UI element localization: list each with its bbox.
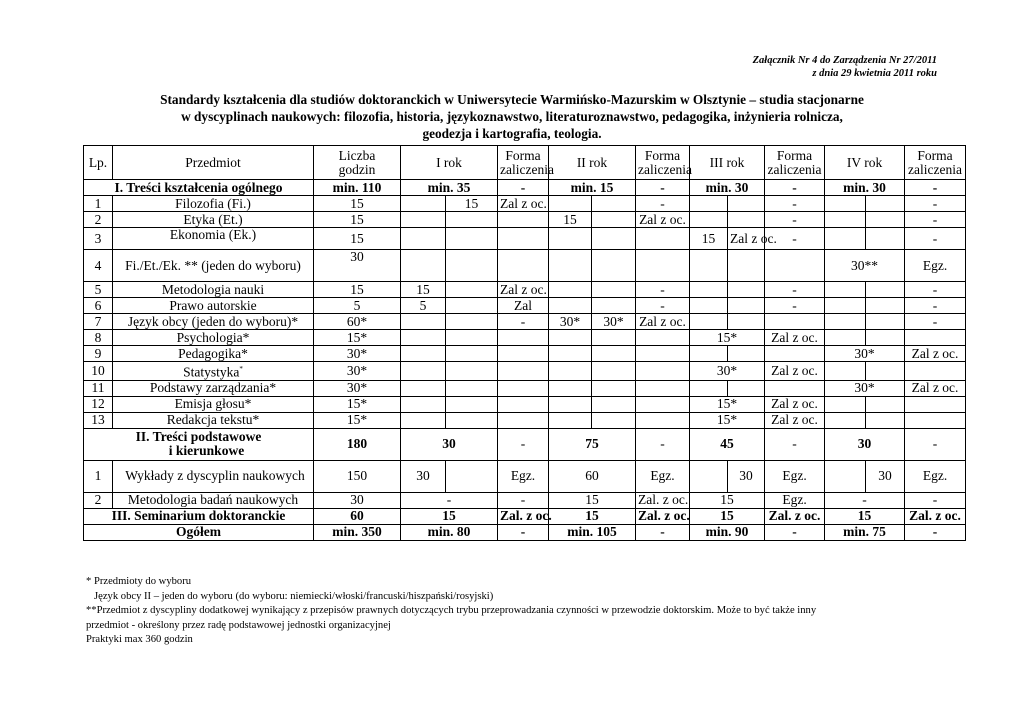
cell: Zal z oc. [636, 314, 690, 330]
header-subject: Przedmiot [113, 146, 314, 180]
cell: - [765, 428, 825, 460]
cell: 9 [84, 346, 113, 362]
cell [498, 250, 549, 282]
cell [825, 396, 866, 412]
cell: Egz. [498, 460, 549, 492]
cell: Metodologia badań naukowych [113, 492, 314, 508]
cell [728, 298, 765, 314]
cell: - [825, 492, 905, 508]
cell [866, 228, 905, 250]
table-row [84, 492, 966, 508]
cell: - [765, 282, 825, 298]
cell [401, 362, 446, 381]
cell: - [401, 492, 498, 508]
cell [549, 228, 592, 250]
table-row [84, 196, 966, 212]
cell: min. 15 [549, 180, 636, 196]
cell [549, 346, 592, 362]
cell: Zal z oc. [905, 380, 966, 396]
cell: min. 90 [690, 524, 765, 540]
cell [728, 212, 765, 228]
table-row [84, 212, 966, 228]
cell [636, 396, 690, 412]
table-row [84, 250, 966, 282]
footnote-4: przedmiot - określony przez radę podstawowej jednostki organizacyjnej [86, 619, 391, 631]
cell: 30* [549, 314, 592, 330]
cell: Filozofia (Fi.) [113, 196, 314, 212]
footnote-5: Praktyki max 360 godzin [86, 634, 193, 645]
cell: 30** [825, 250, 905, 282]
cell [825, 212, 866, 228]
cell [401, 346, 446, 362]
cell [592, 380, 636, 396]
cell [498, 412, 549, 428]
cell: Metodologia nauki [113, 282, 314, 298]
cell [825, 314, 866, 330]
cell: 30 [866, 460, 905, 492]
cell: - [636, 524, 690, 540]
cell: 7 [84, 314, 113, 330]
cell [765, 380, 825, 396]
cell: Zal. z oc. [765, 508, 825, 524]
cell: Psychologia* [113, 330, 314, 346]
cell: - [905, 428, 966, 460]
header-form-2: Forma zaliczenia [636, 146, 690, 180]
cell: - [498, 492, 549, 508]
cell: Zal z oc. [728, 228, 765, 250]
cell: Egz. [636, 460, 690, 492]
cell [549, 250, 592, 282]
cell: Zal. z oc. [636, 492, 690, 508]
cell: Zal. z oc. [636, 508, 690, 524]
cell [446, 362, 498, 381]
cell [636, 380, 690, 396]
cell: - [905, 228, 966, 250]
cell [825, 282, 866, 298]
cell [825, 228, 866, 250]
table-row [84, 298, 966, 314]
cell: - [905, 298, 966, 314]
cell: Zal. z oc. [498, 508, 549, 524]
cell [825, 460, 866, 492]
table-row [84, 346, 966, 362]
cell: - [636, 180, 690, 196]
cell [728, 196, 765, 212]
cell: 15 [825, 508, 905, 524]
section-2-title: II. Treści podstawowe i kierunkowe [84, 428, 314, 460]
cell [446, 314, 498, 330]
cell: 15 [401, 508, 498, 524]
header-year-3: III rok [690, 146, 765, 180]
cell [690, 380, 728, 396]
cell [498, 380, 549, 396]
cell: 10 [84, 362, 113, 381]
cell: - [636, 428, 690, 460]
cell: - [498, 180, 549, 196]
cell: Zal z oc. [765, 362, 825, 381]
cell [690, 250, 728, 282]
cell: 30* [592, 314, 636, 330]
cell: 13 [84, 412, 113, 428]
cell [765, 250, 825, 282]
header-form-1: Forma zaliczenia [498, 146, 549, 180]
cell: 15 [549, 508, 636, 524]
cell [728, 380, 765, 396]
cell [765, 346, 825, 362]
cell: min. 35 [401, 180, 498, 196]
header-year-1: I rok [401, 146, 498, 180]
cell: 75 [549, 428, 636, 460]
cell: 2 [84, 212, 113, 228]
curriculum-table [83, 145, 966, 541]
cell [446, 250, 498, 282]
cell [549, 396, 592, 412]
cell [592, 330, 636, 346]
header-hours: Liczba godzin [314, 146, 401, 180]
cell [549, 282, 592, 298]
cell [549, 412, 592, 428]
cell: min. 350 [314, 524, 401, 540]
section-3-row [84, 508, 966, 524]
cell [728, 346, 765, 362]
cell [592, 212, 636, 228]
cell: Zal z oc. [636, 212, 690, 228]
cell [401, 314, 446, 330]
cell: Egz. [905, 250, 966, 282]
cell: Wykłady z dyscyplin naukowych [113, 460, 314, 492]
cell [905, 396, 966, 412]
cell: Zal [498, 298, 549, 314]
cell [866, 362, 905, 381]
cell: - [905, 282, 966, 298]
cell [401, 212, 446, 228]
cell: 60* [314, 314, 401, 330]
cell [866, 212, 905, 228]
cell [636, 250, 690, 282]
cell [690, 196, 728, 212]
cell: 5 [314, 298, 401, 314]
cell: 30* [825, 380, 905, 396]
cell: Zal z oc. [498, 282, 549, 298]
document-title [80, 91, 944, 142]
cell: - [636, 298, 690, 314]
section-1-row [84, 180, 966, 196]
cell [446, 412, 498, 428]
cell [690, 282, 728, 298]
cell: Język obcy (jeden do wyboru)* [113, 314, 314, 330]
attachment-line-2: z dnia 29 kwietnia 2011 roku [812, 68, 937, 79]
cell: Zal z oc. [498, 196, 549, 212]
cell [498, 228, 549, 250]
cell [866, 412, 905, 428]
cell: min. 30 [825, 180, 905, 196]
cell: 30 [401, 428, 498, 460]
cell [636, 330, 690, 346]
cell: Emisja głosu* [113, 396, 314, 412]
cell [549, 196, 592, 212]
cell: min. 75 [825, 524, 905, 540]
cell: 15* [314, 396, 401, 412]
cell: Fi./Et./Ek. ** (jeden do wyboru) [113, 250, 314, 282]
cell [825, 330, 866, 346]
cell: Pedagogika* [113, 346, 314, 362]
cell [446, 212, 498, 228]
footnote-3: **Przedmiot z dyscypliny dodatkowej wynikający z przepisów prawnych dotyczących trybu przeprowadzania czynności w przewodzie doktorskim. Może to być także inny [86, 605, 817, 616]
cell [446, 298, 498, 314]
cell [866, 196, 905, 212]
cell: - [498, 314, 549, 330]
cell [592, 298, 636, 314]
header-year-2: II rok [549, 146, 636, 180]
cell: 30* [825, 346, 905, 362]
cell: 30 [825, 428, 905, 460]
cell [498, 396, 549, 412]
cell: 4 [84, 250, 113, 282]
cell [498, 346, 549, 362]
cell: Egz. [765, 492, 825, 508]
cell [825, 362, 866, 381]
cell: 6 [84, 298, 113, 314]
cell [401, 196, 446, 212]
cell [592, 346, 636, 362]
cell: - [636, 196, 690, 212]
cell: 3 [84, 228, 113, 250]
cell [690, 314, 728, 330]
cell [446, 228, 498, 250]
cell [728, 282, 765, 298]
cell [690, 346, 728, 362]
cell: 30* [314, 346, 401, 362]
attachment-header [753, 54, 937, 80]
total-title: Ogółem [84, 524, 314, 540]
table-row [84, 228, 966, 250]
cell [866, 298, 905, 314]
section-3-title: III. Seminarium doktoranckie [84, 508, 314, 524]
cell: - [905, 314, 966, 330]
cell [592, 250, 636, 282]
cell: 45 [690, 428, 765, 460]
cell: Egz. [905, 460, 966, 492]
attachment-line-1: Załącznik Nr 4 do Zarządzenia Nr 27/2011 [752, 55, 937, 66]
cell [549, 380, 592, 396]
cell [592, 362, 636, 381]
cell: min. 110 [314, 180, 401, 196]
cell: 15 [549, 212, 592, 228]
cell [765, 314, 825, 330]
cell: Prawo autorskie [113, 298, 314, 314]
cell: 150 [314, 460, 401, 492]
cell: Zal z oc. [765, 330, 825, 346]
header-form-3: Forma zaliczenia [765, 146, 825, 180]
cell: 30 [401, 460, 446, 492]
cell: 30* [314, 362, 401, 381]
cell [446, 282, 498, 298]
cell: 30 [314, 250, 401, 282]
cell: 30 [314, 492, 401, 508]
cell [592, 396, 636, 412]
cell [592, 228, 636, 250]
cell [866, 330, 905, 346]
cell [446, 346, 498, 362]
header-year-4: IV rok [825, 146, 905, 180]
cell: 60 [549, 460, 636, 492]
table-row [84, 412, 966, 428]
cell: 30* [314, 380, 401, 396]
total-row [84, 524, 966, 540]
cell: 15 [314, 228, 401, 250]
cell [825, 196, 866, 212]
table-row [84, 380, 966, 396]
cell [549, 298, 592, 314]
cell: - [905, 196, 966, 212]
cell: - [765, 180, 825, 196]
cell: 15* [314, 330, 401, 346]
cell: - [905, 212, 966, 228]
cell: - [905, 524, 966, 540]
cell: 15* [314, 412, 401, 428]
cell [446, 460, 498, 492]
cell: Zal z oc. [765, 412, 825, 428]
footnotes [86, 575, 936, 648]
table-row [84, 460, 966, 492]
cell [401, 412, 446, 428]
cell: - [765, 212, 825, 228]
footnote-1: * Przedmioty do wyboru [86, 576, 192, 587]
cell: - [498, 428, 549, 460]
cell [446, 380, 498, 396]
cell: 5 [84, 282, 113, 298]
table-row [84, 330, 966, 346]
table-row [84, 362, 966, 381]
cell [401, 396, 446, 412]
cell [825, 412, 866, 428]
cell [592, 282, 636, 298]
cell [401, 250, 446, 282]
header-form-4: Forma zaliczenia [905, 146, 966, 180]
cell: 2 [84, 492, 113, 508]
cell: - [765, 298, 825, 314]
cell: 15 [690, 508, 765, 524]
header-lp: Lp. [84, 146, 113, 180]
cell [636, 412, 690, 428]
section-2-row [84, 428, 966, 460]
cell: 15 [690, 492, 765, 508]
cell [728, 314, 765, 330]
cell: - [765, 524, 825, 540]
cell [549, 362, 592, 381]
cell [498, 330, 549, 346]
cell: 12 [84, 396, 113, 412]
table-row [84, 282, 966, 298]
cell [446, 396, 498, 412]
section-1-title: I. Treści kształcenia ogólnego [84, 180, 314, 196]
cell [401, 330, 446, 346]
cell: 60 [314, 508, 401, 524]
cell: - [905, 492, 966, 508]
cell: 15 [446, 196, 498, 212]
cell: - [905, 180, 966, 196]
cell: 180 [314, 428, 401, 460]
cell: - [636, 282, 690, 298]
cell: min. 105 [549, 524, 636, 540]
cell [866, 282, 905, 298]
cell: Etyka (Et.) [113, 212, 314, 228]
footnote-2: Język obcy II – jeden do wyboru (do wyboru: niemiecki/włoski/francuski/hiszpański/rosyjski) [94, 590, 494, 602]
cell: 15 [314, 212, 401, 228]
cell: - [498, 524, 549, 540]
cell [905, 362, 966, 381]
cell: 15 [690, 228, 728, 250]
cell: 15 [314, 282, 401, 298]
cell [498, 362, 549, 381]
cell: 15 [314, 196, 401, 212]
cell: 30 [728, 460, 765, 492]
cell: 8 [84, 330, 113, 346]
cell: 15* [690, 412, 765, 428]
cell [636, 362, 690, 381]
title-line-2: w dyscyplinach naukowych: filozofia, historia, językoznawstwo, literaturoznawstwo, pedagogika, inżynieria rolnicza, [181, 109, 843, 124]
title-line-1: Standardy kształcenia dla studiów doktoranckich w Uniwersytecie Warmińsko-Mazurskim w Olsztynie – studia stacjonarne [160, 92, 864, 107]
cell [905, 330, 966, 346]
cell [690, 460, 728, 492]
cell [866, 314, 905, 330]
cell: 15* [690, 396, 765, 412]
cell: 30* [690, 362, 765, 381]
cell [549, 330, 592, 346]
title-line-3: geodezja i kartografia, teologia. [422, 126, 602, 141]
cell: Zal z oc. [905, 346, 966, 362]
cell: - [765, 196, 825, 212]
header-row [84, 146, 966, 180]
cell [905, 412, 966, 428]
cell: Redakcja tekstu* [113, 412, 314, 428]
cell: Zal. z oc. [905, 508, 966, 524]
cell [866, 396, 905, 412]
cell [825, 298, 866, 314]
cell [636, 346, 690, 362]
table-row [84, 396, 966, 412]
cell [592, 196, 636, 212]
cell: Ekonomia (Ek.) [113, 228, 314, 250]
cell: 5 [401, 298, 446, 314]
cell: 11 [84, 380, 113, 396]
cell: Podstawy zarządzania* [113, 380, 314, 396]
cell [592, 412, 636, 428]
cell [401, 228, 446, 250]
cell: 1 [84, 460, 113, 492]
cell: - [765, 228, 825, 250]
cell [498, 212, 549, 228]
cell: 15 [549, 492, 636, 508]
cell: min. 30 [690, 180, 765, 196]
cell [728, 250, 765, 282]
cell: 15 [401, 282, 446, 298]
cell [401, 380, 446, 396]
cell: Egz. [765, 460, 825, 492]
cell: min. 80 [401, 524, 498, 540]
cell [446, 330, 498, 346]
cell: Statystyka* [113, 362, 314, 381]
cell: 15* [690, 330, 765, 346]
cell: Zal z oc. [765, 396, 825, 412]
cell: 1 [84, 196, 113, 212]
table-row [84, 314, 966, 330]
cell [636, 228, 690, 250]
cell [690, 298, 728, 314]
cell [690, 212, 728, 228]
